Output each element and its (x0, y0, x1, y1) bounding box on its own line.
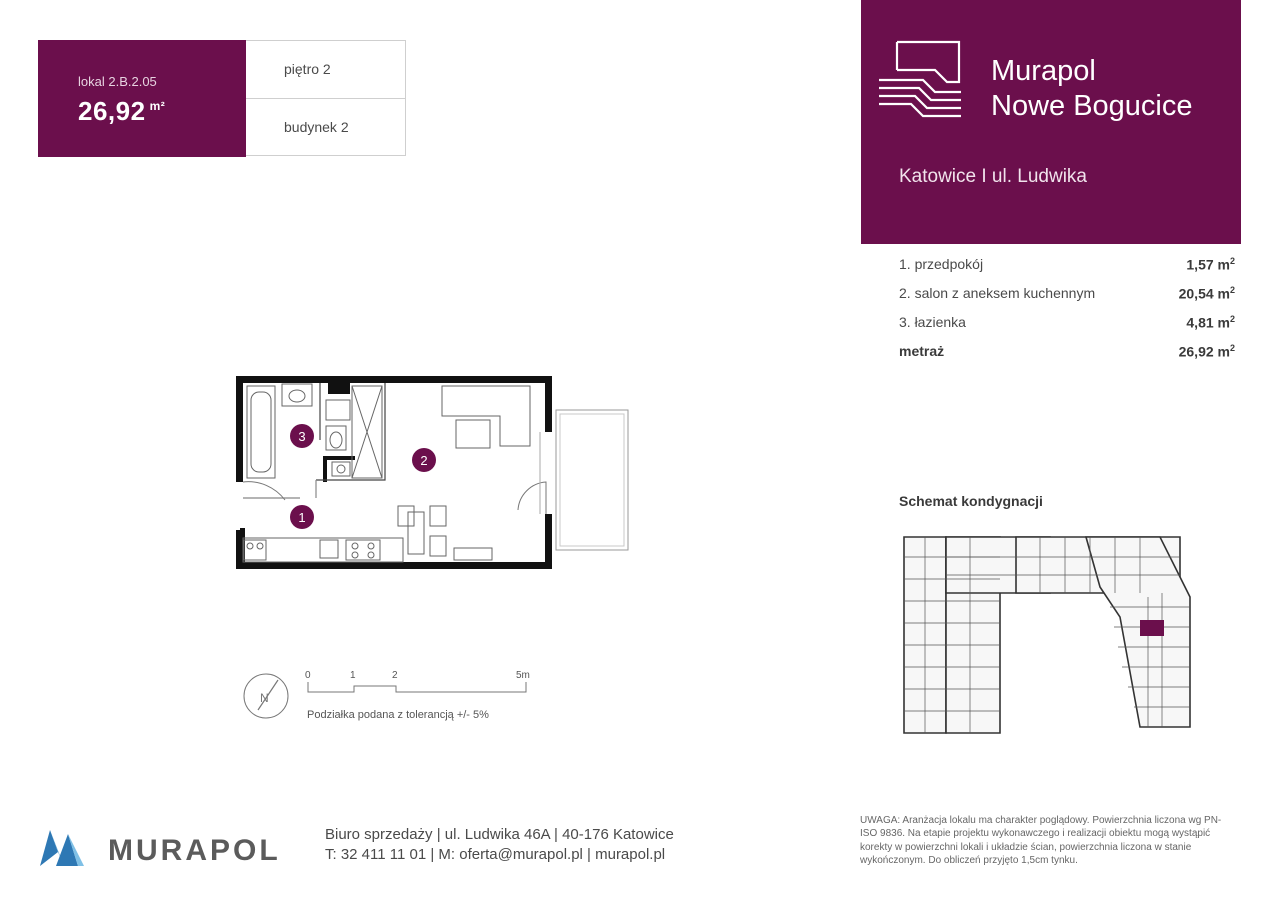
murapol-logo-icon (38, 824, 293, 872)
murapol-logo (38, 824, 293, 872)
room-row (899, 310, 1237, 339)
bathtub (247, 386, 275, 478)
walls (236, 376, 552, 569)
floor-cell (246, 41, 406, 99)
investment-brand-panel (861, 0, 1241, 244)
room-marker-1: 1 (298, 510, 306, 525)
brand-name-line2: Nowe Bogucice (991, 90, 1193, 122)
floor-schema (900, 527, 1200, 742)
unit-area-unit: m² (149, 99, 166, 114)
sales-office-contact: T: 32 411 11 01 | M: oferta@murapol.pl | murapol.pl (325, 846, 666, 863)
brand-location: Katowice I ul. Ludwika (899, 166, 1087, 187)
building-label: budynek 2 (284, 119, 349, 135)
brand-name-line1: Murapol (991, 55, 1096, 87)
room-name: 2. salon z aneksem kuchennym (899, 285, 1096, 301)
room-row (899, 252, 1237, 281)
floor-plan (230, 370, 630, 575)
schema-title: Schemat kondygnacji (899, 493, 1043, 509)
dining-table (398, 506, 446, 556)
scale-tick-0: 0 (305, 670, 311, 681)
logo-text: MURAPOL (108, 834, 281, 867)
total-area-row (899, 339, 1237, 368)
unit-area-panel (38, 40, 246, 157)
room-marker-2: 2 (420, 453, 428, 468)
disclaimer-note: UWAGA: Aranżacja lokalu ma charakter poglądowy. Powierzchnia liczona wg PN-ISO 9836. Na etapie projektu wykonawczego i realizacji obiektu mogą wystąpić korekty w powierzchni lokali i układzie ścian, powierzchnia liczona w stanie wykończonym. Do obliczeń przyjęto 1,5cm tynku. (860, 815, 1222, 866)
room-name: 3. łazienka (899, 314, 966, 330)
unit-area-value: 26,92 (78, 96, 146, 126)
total-label: metraż (899, 343, 945, 359)
room-area: 20,54 $m^2$ (1178, 285, 1235, 302)
sofa (442, 386, 530, 448)
schema-unit-highlight (1140, 620, 1164, 636)
scale-tick-1: 1 (350, 670, 356, 681)
building-cell (246, 99, 406, 157)
unit-number: lokal 2.B.2.05 (78, 74, 157, 89)
svg-text:N: N (260, 691, 269, 705)
sales-office-address: Biuro sprzedaży | ul. Ludwika 46A | 40-176 Katowice (325, 826, 674, 843)
kitchen-counter (243, 538, 492, 562)
room-marker-3: 3 (298, 429, 306, 444)
scale-tick-2: 2 (392, 670, 398, 681)
room-name: 1. przedpokój (899, 256, 984, 272)
room-row (899, 281, 1237, 310)
doors (243, 432, 546, 514)
room-area: 4,81 $m^2$ (1186, 314, 1235, 331)
total-area: 26,92 $m^2$ (1178, 343, 1235, 360)
investment-logo-icon (877, 40, 963, 126)
floor-label: piętro 2 (284, 61, 331, 77)
unit-info-card (38, 40, 406, 156)
unit-area (78, 96, 165, 127)
scale-note: Podziałka podana z tolerancją +/- 5% (307, 709, 489, 721)
wardrobe (352, 386, 382, 478)
balcony (556, 410, 628, 550)
room-area: 1,57 $m^2$ (1186, 256, 1235, 273)
compass-icon (244, 674, 288, 718)
rooms-table (899, 252, 1237, 368)
scale-bar (236, 662, 536, 732)
scale-tick-5m: 5m (516, 670, 530, 681)
